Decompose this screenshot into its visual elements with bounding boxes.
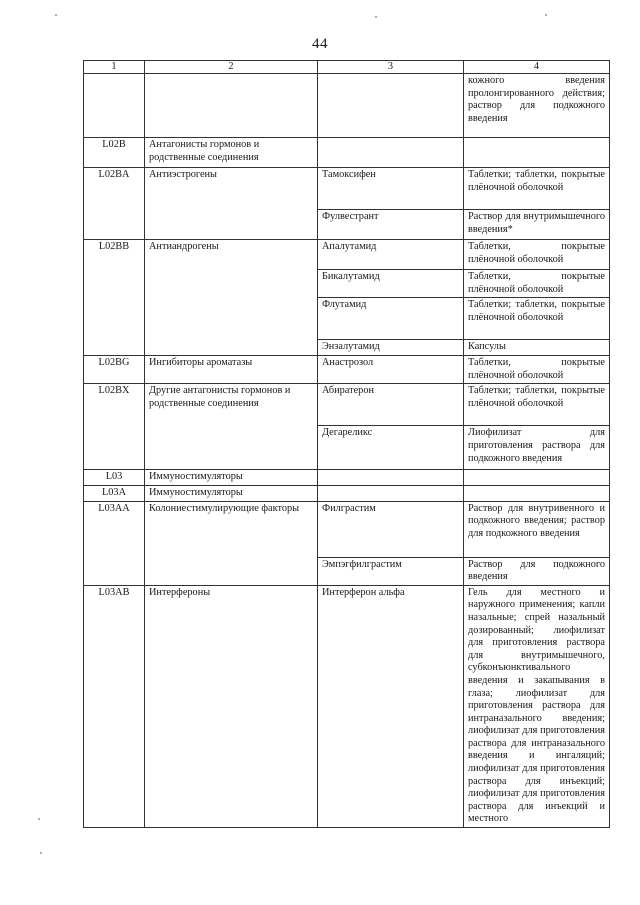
scan-speck (38, 818, 40, 820)
table-row (84, 384, 610, 426)
atc-code: L02BX (84, 384, 145, 470)
dosage-form (464, 138, 610, 168)
drug-name: Эмпэгфилграстим (318, 557, 464, 585)
atc-code: L03A (84, 485, 145, 501)
drug-name (318, 74, 464, 138)
dosage-form: Капсулы (464, 340, 610, 356)
column-header-1: 1 (84, 61, 145, 74)
scan-speck (55, 14, 57, 16)
drug-name: Энзалутамид (318, 340, 464, 356)
atc-code: L02B (84, 138, 145, 168)
atc-group: Колониестимулирующие факторы (145, 501, 318, 585)
drug-name: Дегареликс (318, 426, 464, 470)
atc-group (145, 74, 318, 138)
scan-speck (375, 16, 377, 18)
atc-code: L02BA (84, 168, 145, 240)
dosage-form: Таблетки, покрытые плёночной оболочкой (464, 270, 610, 298)
dosage-form: Раствор для внутривенного и подкожного введения; раствор для подкожного введения (464, 501, 610, 557)
drug-name: Фулвестрант (318, 210, 464, 240)
drug-name (318, 138, 464, 168)
atc-group: Иммуностимуляторы (145, 485, 318, 501)
table-row (84, 470, 610, 486)
scan-speck (545, 14, 547, 16)
table-row (84, 74, 610, 138)
atc-group: Антиандрогены (145, 240, 318, 356)
scan-speck (40, 852, 42, 854)
drug-table (83, 60, 610, 828)
atc-group: Другие антагонисты гормонов и родственные соединения (145, 384, 318, 470)
table-header-row (84, 61, 610, 74)
atc-group: Антагонисты гормонов и родственные соединения (145, 138, 318, 168)
column-header-2: 2 (145, 61, 318, 74)
dosage-form: Гель для местного и наружного применения; капли назальные; спрей назальный дозированный; лиофилизат для приготовления раствора для внутримышечного, субконъюнктивального введения и закапывания в глаза; лиофилизат для приготовления раствора для интраназального введения; лиофилизат для приготовления раствора для интраназального введения и ингаляций; лиофилизат для приготовления раствора для инъекций; лиофилизат для приготовления раствора для инъекций и местного (464, 585, 610, 827)
dosage-form: Таблетки, покрытые плёночной оболочкой (464, 240, 610, 270)
drug-name: Тамоксифен (318, 168, 464, 210)
dosage-form (464, 470, 610, 486)
drug-name: Бикалутамид (318, 270, 464, 298)
dosage-form: Раствор для подкожного введения (464, 557, 610, 585)
drug-name: Апалутамид (318, 240, 464, 270)
dosage-form: Лиофилизат для приготовления раствора для подкожного введения (464, 426, 610, 470)
atc-code (84, 74, 145, 138)
page-number: 44 (312, 36, 328, 52)
table-row (84, 168, 610, 210)
drug-name: Филграстим (318, 501, 464, 557)
dosage-form: Таблетки, покрытые плёночной оболочкой (464, 356, 610, 384)
table-row (84, 356, 610, 384)
dosage-form: Таблетки; таблетки, покрытые плёночной оболочкой (464, 168, 610, 210)
drug-name: Интерферон альфа (318, 585, 464, 827)
atc-code: L03AB (84, 585, 145, 827)
drug-name: Флутамид (318, 298, 464, 340)
table-row (84, 501, 610, 557)
atc-group: Интерфероны (145, 585, 318, 827)
drug-name (318, 485, 464, 501)
table-row (84, 585, 610, 827)
drug-name (318, 470, 464, 486)
drug-name: Абиратерон (318, 384, 464, 426)
atc-code: L03AA (84, 501, 145, 585)
drug-name: Анастрозол (318, 356, 464, 384)
atc-group: Антиэстрогены (145, 168, 318, 240)
atc-group: Иммуностимуляторы (145, 470, 318, 486)
table-row (84, 485, 610, 501)
atc-code: L02BG (84, 356, 145, 384)
atc-code: L02BB (84, 240, 145, 356)
column-header-4: 4 (464, 61, 610, 74)
dosage-form: кожного введения пролонгированного действия; раствор для подкожного введения (464, 74, 610, 138)
atc-code: L03 (84, 470, 145, 486)
table-row (84, 240, 610, 270)
table-row (84, 138, 610, 168)
dosage-form (464, 485, 610, 501)
dosage-form: Таблетки; таблетки, покрытые плёночной оболочкой (464, 298, 610, 340)
dosage-form: Раствор для внутримышечного введения* (464, 210, 610, 240)
column-header-3: 3 (318, 61, 464, 74)
atc-group: Ингибиторы ароматазы (145, 356, 318, 384)
dosage-form: Таблетки; таблетки, покрытые плёночной оболочкой (464, 384, 610, 426)
